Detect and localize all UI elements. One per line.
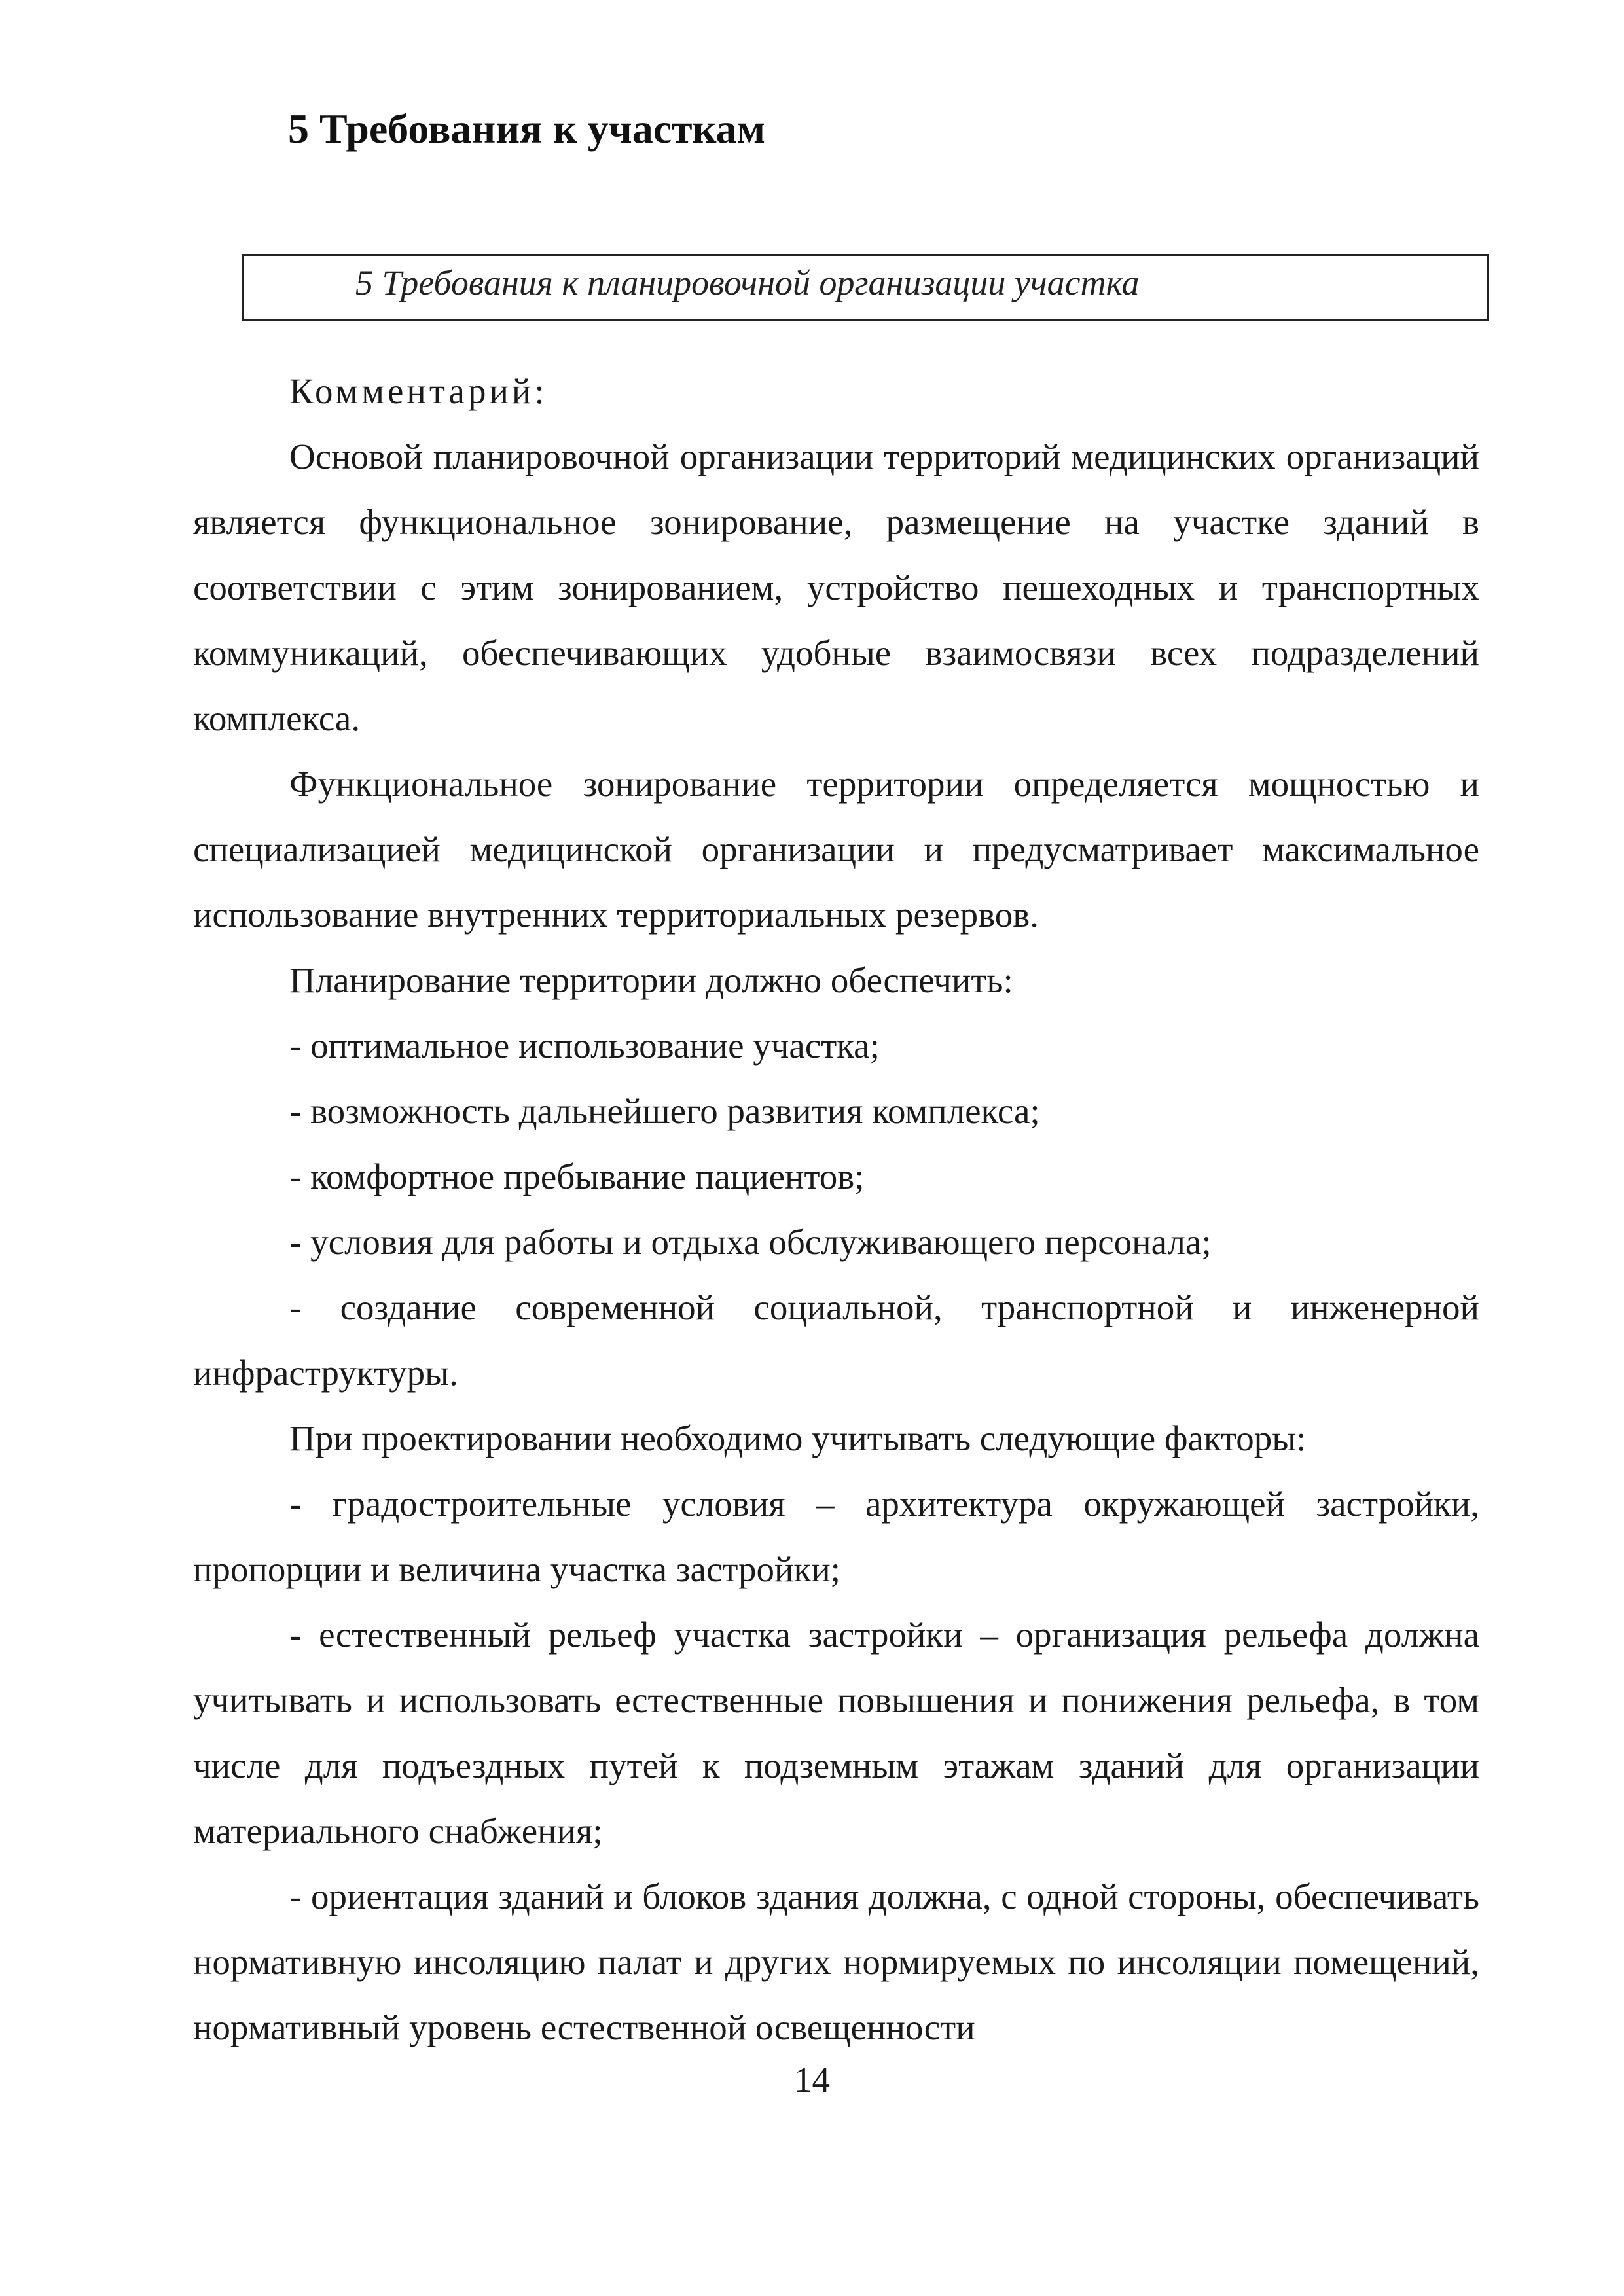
comment-label: Комментарий: (289, 371, 548, 411)
list-item: - создание современной социальной, транспортной и инженерной инфраструктуры. (193, 1287, 1479, 1393)
paragraph: При проектировании необходимо учитывать следующие факторы: (289, 1418, 1307, 1458)
list-item: - градостроительные условия – архитектура окружающей застройки, пропорции и величина участка застройки; (193, 1484, 1479, 1589)
list-item: - оптимальное использование участка; (289, 1026, 880, 1066)
list-item: - ориентация зданий и блоков здания должна, с одной стороны, обеспечивать нормативную инсоляцию палат и других нормируемых по инсоляции помещений, нормативный уровень естественной освещенности (193, 1876, 1479, 2047)
section-heading-text: 5 Требования к планировочной организации участка (355, 263, 1140, 302)
list-item: - естественный рельеф участка застройки – организация рельефа должна учитывать и использовать естественные повышения и понижения рельефа, в том числе для подъездных путей к подземным этажам зданий для организации материального снабжения; (193, 1615, 1479, 1851)
paragraph: Функциональное зонирование территории определяется мощностью и специализацией медицинской организации и предусматривает максимальное использование внутренних территориальных резервов. (193, 764, 1479, 935)
page-number: 14 (794, 2060, 830, 2100)
page-title: 5 Требования к участкам (288, 105, 766, 152)
list-item: - условия для работы и отдыха обслуживающего персонала; (289, 1222, 1212, 1262)
section-heading-box (242, 254, 1489, 321)
document-body (193, 359, 1479, 2060)
list-item: - комфортное пребывание пациентов; (289, 1157, 865, 1196)
paragraph: Основой планировочной организации территорий медицинских организаций является функциональное зонирование, размещение на участке зданий в соответствии с этим зонированием, устройство пешеходных и транспортных коммуникаций, обеспечивающих удобные взаимосвязи всех подразделений комплекса. (193, 437, 1479, 738)
list-item: - возможность дальнейшего развития комплекса; (289, 1091, 1040, 1131)
paragraph: Планирование территории должно обеспечить: (289, 960, 1013, 1000)
